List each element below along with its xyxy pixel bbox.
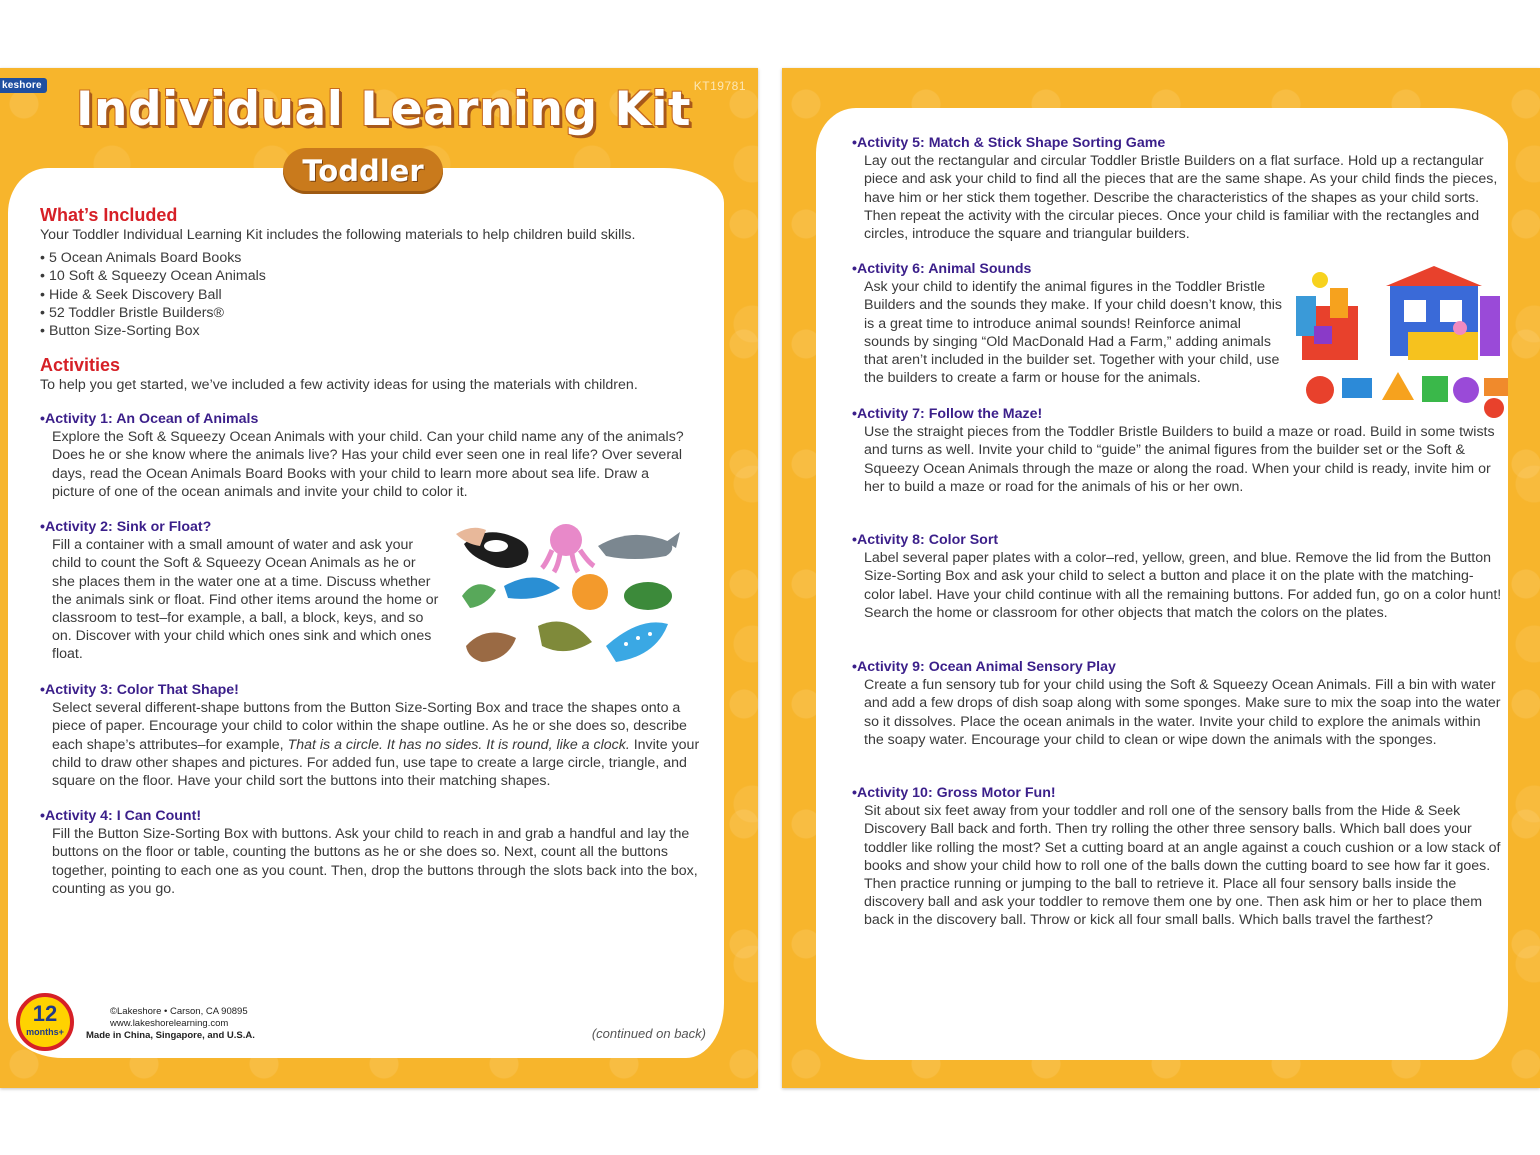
pig-figure bbox=[1453, 321, 1467, 335]
activity-2 bbox=[40, 518, 440, 664]
activity-text: Explore the Soft & Squeezy Ocean Animals with your child. Can your child name any of the animals? Does he or she know where the animals live? Has your child ever seen one in real life? Over several days, read the Ocean Animals Board Books with your child to learn more about sea life. Draw a picture of one of the ocean animals and invite your child to color it. bbox=[52, 429, 684, 500]
builder-piece bbox=[1342, 378, 1372, 398]
builder-piece bbox=[1422, 376, 1448, 402]
activity-text: Sit about six feet away from your toddler and roll one of the sensory balls from the Hide & Seek Discovery Ball back and forth. Then try rolling the other three sensory balls. Which ball does your toddler like rolling the most? Set a cutting board at an angle against a couch cushion or a low stack of books and show your child how to roll one of the balls down the cutting board to see how far it goes. Then practice running or jumping to the ball to retrieve it. Place all four sensory balls inside the discovery ball and ask your toddler to remove them one by one. Then ask him or her to place them back in the discovery ball. Throw or kick all four small balls. Which balls travel the farthest? bbox=[864, 803, 1501, 929]
builder-piece bbox=[1296, 296, 1316, 336]
age-unit: months+ bbox=[26, 1027, 64, 1037]
whats-included-heading: What’s Included bbox=[40, 205, 178, 225]
kit-code: KT19781 bbox=[693, 79, 746, 93]
included-items-list bbox=[40, 249, 720, 340]
sea-lion-toy bbox=[466, 633, 516, 662]
activities-heading: Activities bbox=[40, 355, 121, 375]
activity-title: • Activity 3: Color That Shape! bbox=[40, 681, 700, 699]
activity-text: Create a fun sensory tub for your child using the Soft & Squeezy Ocean Animals. Fill a bin with water and add a few drops of dish soap along with some sponges. Make sure to mix the soap into the water so it dissolves. Place the ocean animals in the water. Invite your child to explore the animals within the soapy water. Encourage your child to clean or wipe down the animals with the sponges. bbox=[864, 677, 1501, 748]
activities-section bbox=[40, 354, 720, 394]
builder-piece bbox=[1330, 288, 1348, 318]
duck-figure bbox=[1312, 272, 1328, 288]
kit-level-badge: Toddler bbox=[283, 148, 443, 194]
activity-title: • Activity 2: Sink or Float? bbox=[40, 518, 440, 536]
turtle-toy bbox=[624, 582, 672, 610]
brand-logo: keshore bbox=[0, 78, 47, 93]
activity-text-part: Select several different-shape buttons from the Button Size-Sorting Box and trace the shapes onto a piece of paper. Encourage your child to color within the shape outline. As he or she does so, describe each shape’s attributes–for example, bbox=[52, 700, 687, 753]
kit-title: Individual Learning Kit bbox=[76, 82, 691, 137]
whale-shark-toy bbox=[606, 622, 668, 662]
stingray-toy bbox=[462, 584, 496, 608]
activity-title: • Activity 4: I Can Count! bbox=[40, 807, 700, 825]
activity-title: • Activity 1: An Ocean of Animals bbox=[40, 410, 690, 428]
bristle-builders-photo bbox=[1290, 266, 1512, 426]
list-item: • Hide & Seek Discovery Ball bbox=[40, 286, 720, 304]
activity-4 bbox=[40, 807, 700, 898]
activity-text: Lay out the rectangular and circular Toddler Bristle Builders on a flat surface. Hold up a rectangular piece and ask your child to find all the pieces that are the same shape. As your child finds the pieces, have him or her stick them together. Describe the characteristics of the shapes as your child sorts. Then repeat the activity with the circular pieces. Once your child is familiar with the rectangles and circles, introduce the square and triangular builders. bbox=[864, 153, 1498, 243]
activity-1 bbox=[40, 410, 690, 501]
activity-text: Use the straight pieces from the Toddler Bristle Builders to build a maze or road. Build in some twists and turns as well. Invite your child to “guide” the animal figures from the builder set or the Soft & Squeezy Ocean Animals through the maze or along the road. When your child is ready, invite him or her to build a maze or road for the animals of his or her own. bbox=[864, 424, 1495, 495]
activity-10 bbox=[852, 784, 1506, 930]
activity-title: • Activity 7: Follow the Maze! bbox=[852, 405, 1502, 423]
publisher-website: www.lakeshorelearning.com bbox=[110, 1018, 229, 1029]
builder-piece bbox=[1382, 372, 1414, 400]
list-item: • 52 Toddler Bristle Builders® bbox=[40, 304, 720, 322]
builder-piece bbox=[1314, 326, 1332, 344]
activity-text: Fill the Button Size-Sorting Box with buttons. Ask your child to reach in and grab a handful and lay the buttons on the floor or table, counting the buttons as he or she does so. Next, count all the buttons together, pointing to each one as you count. Then, drop the buttons through the slots back into the box, counting as you go. bbox=[52, 826, 698, 897]
activity-text: Ask your child to identify the animal figures in the Toddler Bristle Builders and the sounds they make. If your child doesn’t know, this is a great time to introduce animal sounds! Reinforce animal sounds by singing “Old MacDonald Had a Farm,” adding animals that aren’t included in the builder set. Together with your child, use the builders to create a farm or house for the animals. bbox=[864, 279, 1282, 387]
activity-5 bbox=[852, 134, 1502, 243]
activity-7 bbox=[852, 405, 1502, 496]
spot bbox=[648, 632, 652, 636]
builder-piece bbox=[1306, 376, 1334, 404]
activity-text: Fill a container with a small amount of water and ask your child to count the Soft & Squeezy Ocean Animals as he or she places them in the water one at a time. Discuss whether the animals sink or float. Find other items around the home or classroom to test–for example, a ball, a block, keys, and so on. Discover with your child which ones sink and which ones float. bbox=[52, 537, 439, 663]
continued-note: (continued on back) bbox=[591, 1026, 706, 1041]
builder-piece bbox=[1408, 332, 1478, 360]
list-item: • Button Size-Sorting Box bbox=[40, 322, 720, 340]
activity-title: • Activity 9: Ocean Animal Sensory Play bbox=[852, 658, 1502, 676]
window bbox=[1440, 300, 1462, 322]
ocean-animals-photo bbox=[456, 516, 682, 672]
list-item: • 10 Soft & Squeezy Ocean Animals bbox=[40, 267, 720, 285]
orca-patch bbox=[484, 540, 508, 552]
builder-piece bbox=[1480, 296, 1500, 356]
activity-title: • Activity 6: Animal Sounds bbox=[852, 260, 1284, 278]
age-badge-icon bbox=[16, 993, 74, 1051]
octopus-toy bbox=[550, 524, 582, 556]
shark-toy bbox=[538, 622, 592, 652]
whats-included-intro: Your Toddler Individual Learning Kit includes the following materials to help children build skills. bbox=[40, 227, 636, 243]
activity-title: • Activity 8: Color Sort bbox=[852, 531, 1502, 549]
dolphin-toy bbox=[504, 577, 560, 598]
activity-text-part: Invite your child to draw other shapes and pictures. For added fun, use tape to create a large circle, triangle, and square on the floor. Have your child sort the buttons into their matching shapes. bbox=[52, 736, 700, 790]
publisher-line: ©Lakeshore • Carson, CA 90895 bbox=[110, 1006, 248, 1017]
window bbox=[1404, 300, 1426, 322]
activity-3 bbox=[40, 681, 700, 790]
activity-9 bbox=[852, 658, 1502, 749]
list-item: • 5 Ocean Animals Board Books bbox=[40, 249, 720, 267]
builder-piece bbox=[1453, 377, 1479, 403]
activity-title: • Activity 5: Match & Stick Shape Sorting Game bbox=[852, 134, 1502, 152]
activity-8 bbox=[852, 531, 1502, 622]
manufacture-line: Made in China, Singapore, and U.S.A. bbox=[86, 1030, 255, 1041]
activities-intro: To help you get started, we’ve included a few activity ideas for using the materials with children. bbox=[40, 377, 638, 393]
age-number: 12 bbox=[32, 1001, 58, 1026]
roof-piece bbox=[1386, 266, 1482, 286]
activity-text bbox=[52, 699, 700, 790]
whale-toy bbox=[598, 535, 672, 559]
activity-title: • Activity 10: Gross Motor Fun! bbox=[852, 784, 1506, 802]
activity-text: Label several paper plates with a color–red, yellow, green, and blue. Remove the lid from the Button Size-Sorting Box and ask your child to select a button and place it on the plate with the matching-color label. Have your child continue with all the remaining buttons. For added fun, go on a color hunt! Search the home or classroom for other objects that match the colors on the plates. bbox=[864, 550, 1502, 621]
spot bbox=[624, 642, 628, 646]
publisher-info bbox=[86, 1006, 255, 1042]
activity-6 bbox=[852, 260, 1284, 387]
left-page bbox=[0, 68, 758, 1088]
whats-included-section bbox=[40, 204, 720, 340]
spot bbox=[636, 636, 640, 640]
pufferfish-toy bbox=[572, 574, 608, 610]
activity-text-emphasis: That is a circle. It has no sides. It is round, like a clock. bbox=[287, 736, 630, 753]
right-page bbox=[782, 68, 1540, 1088]
builder-piece bbox=[1484, 378, 1508, 396]
